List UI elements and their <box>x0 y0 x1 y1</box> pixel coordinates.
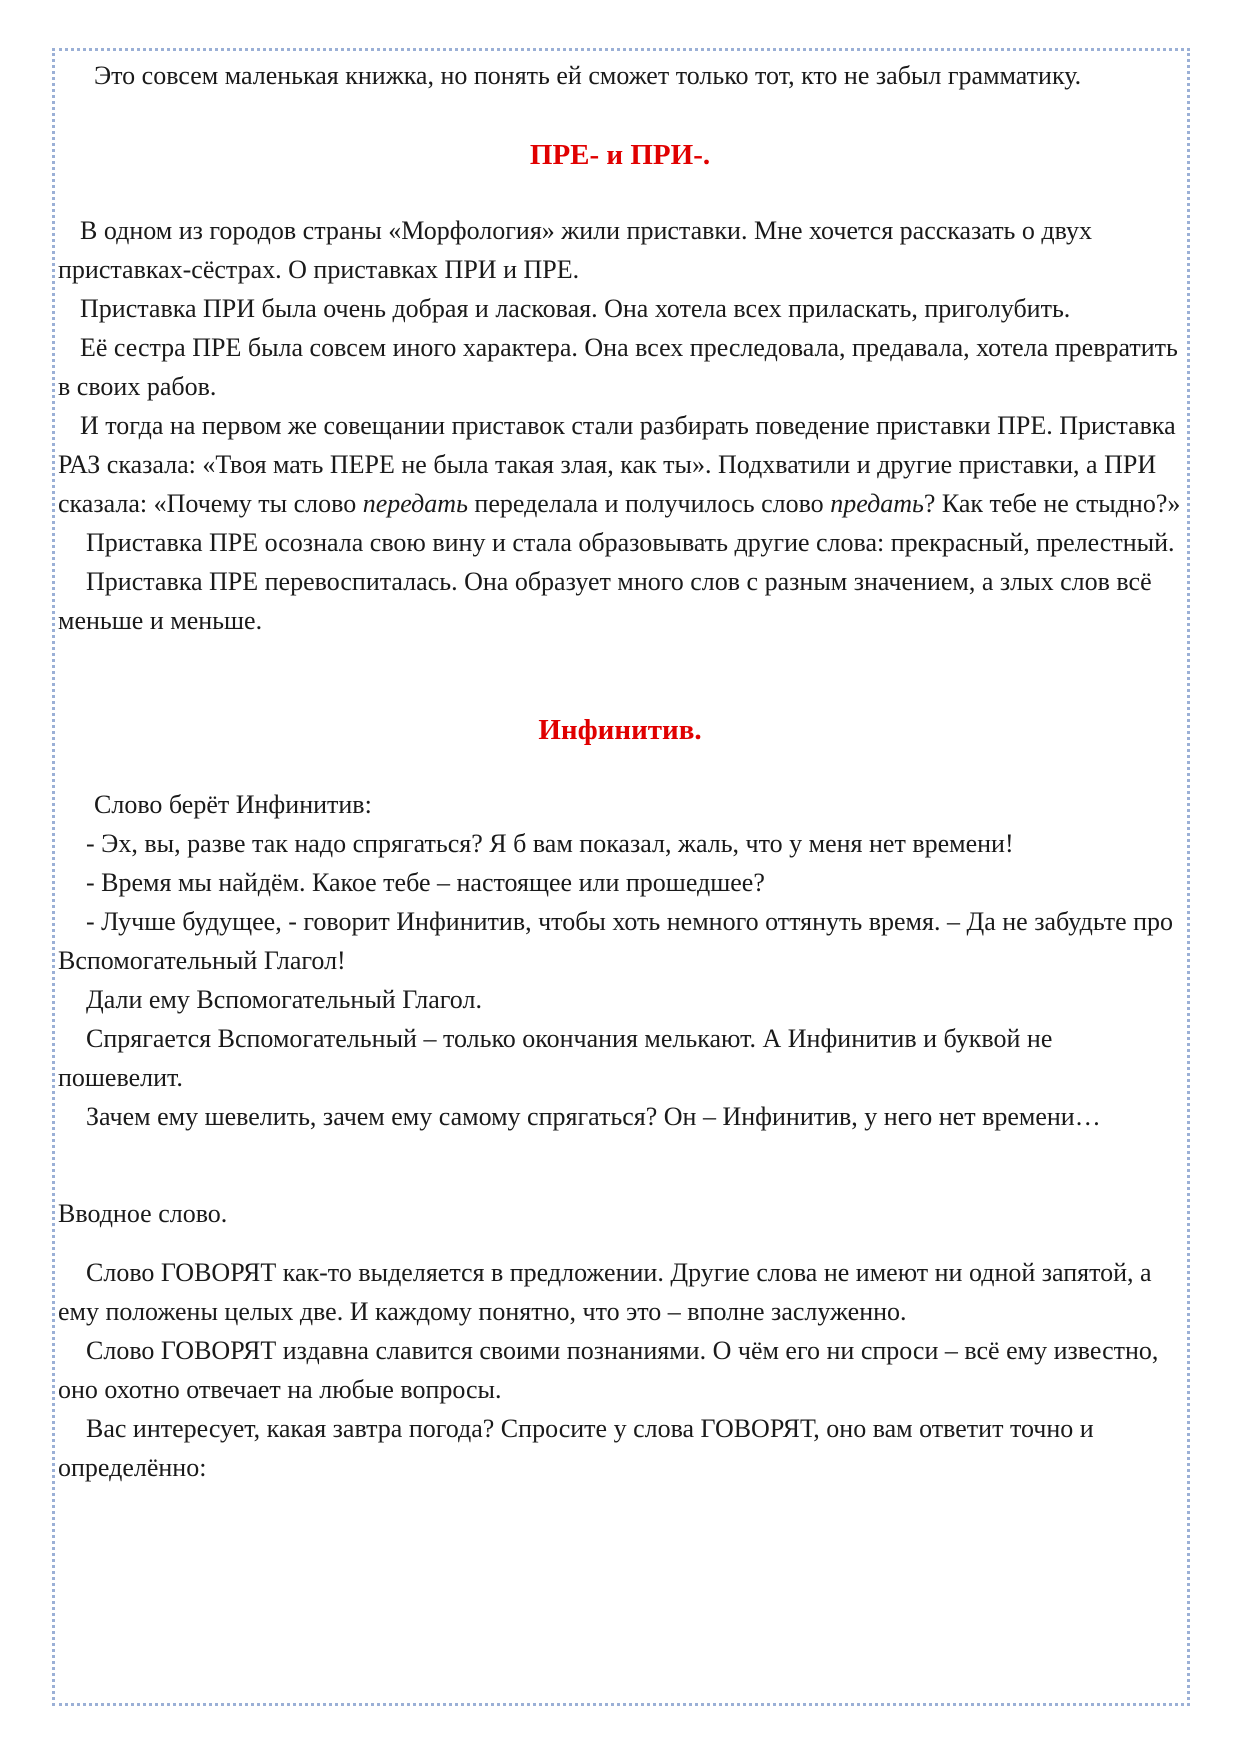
italic-word-predat: предать <box>830 489 924 518</box>
section2-paragraph-2: - Эх, вы, разве так надо спрягаться? Я б вам показал, жаль, что у меня нет времени! <box>86 829 1014 858</box>
section3-paragraph-3: Вас интересует, какая завтра погода? Спросите у слова ГОВОРЯТ, оно вам ответит точно и определённо: <box>58 1414 1094 1482</box>
intro-paragraph: Это совсем маленькая книжка, но понять ей сможет только тот, кто не забыл грамматику. <box>94 61 1082 90</box>
section1-paragraph-4 <box>58 406 1182 523</box>
section1-paragraph-4-part-c: ? Как тебе не стыдно?» <box>923 489 1181 518</box>
section2-paragraph-6: Спрягается Вспомогательный – только окончания мелькают. А Инфинитив и буквой не пошевелит. <box>58 1024 1053 1092</box>
section1-paragraph-2: Приставка ПРИ была очень добрая и ласковая. Она хотела всех приласкать, приголубить. <box>80 294 1071 323</box>
section1-paragraph-3: Её сестра ПРЕ была совсем иного характера. Она всех преследовала, предавала, хотела превратить в своих рабов. <box>58 333 1178 401</box>
section2-paragraph-3: - Время мы найдём. Какое тебе – настоящее или прошедшее? <box>86 868 765 897</box>
section-title-pre-pri: ПРЕ- и ПРИ-. <box>529 139 711 171</box>
section1-paragraph-1: В одном из городов страны «Морфология» жили приставки. Мне хочется рассказать о двух приставках-сёстрах. О приставках ПРИ и ПРЕ. <box>58 216 1093 284</box>
section2-paragraph-1: Слово берёт Инфинитив: <box>94 790 372 819</box>
section2-paragraph-7: Зачем ему шевелить, зачем ему самому спрягаться? Он – Инфинитив, у него нет времени… <box>86 1102 1101 1131</box>
section3-paragraph-2: Слово ГОВОРЯТ издавна славится своими познаниями. О чём его ни спроси – всё ему известно, оно охотно отвечает на любые вопросы. <box>58 1336 1159 1404</box>
section2-paragraph-5: Дали ему Вспомогательный Глагол. <box>86 985 482 1014</box>
section1-paragraph-6: Приставка ПРЕ перевоспиталась. Она образует много слов с разным значением, а злых слов всё меньше и меньше. <box>58 567 1152 635</box>
section1-paragraph-4-part-a: И тогда на первом же совещании приставок стали разбирать поведение приставки ПРЕ. Приставка РАЗ сказала: «Твоя мать ПЕРЕ не была такая злая, как ты». Подхватили и другие приставки, а ПРИ сказала: «Почему ты слово <box>58 411 1176 518</box>
section-title-infinitive: Инфинитив. <box>538 714 702 746</box>
section1-paragraph-5: Приставка ПРЕ осознала свою вину и стала образовывать другие слова: прекрасный, прелестный. <box>86 528 1175 557</box>
section3-paragraph-1: Слово ГОВОРЯТ как-то выделяется в предложении. Другие слова не имеют ни одной запятой, а ему положены целых две. И каждому понятно, что это – вполне заслуженно. <box>58 1258 1152 1326</box>
section-title-introductory-word: Вводное слово. <box>58 1199 228 1228</box>
italic-word-peredat: передать <box>362 489 468 518</box>
section2-paragraph-4: - Лучше будущее, - говорит Инфинитив, чтобы хоть немного оттянуть время. – Да не забудьте про Вспомогательный Глагол! <box>58 907 1174 975</box>
page-content <box>58 56 1182 1487</box>
section1-paragraph-4-part-b: переделала и получилось слово <box>467 489 831 518</box>
